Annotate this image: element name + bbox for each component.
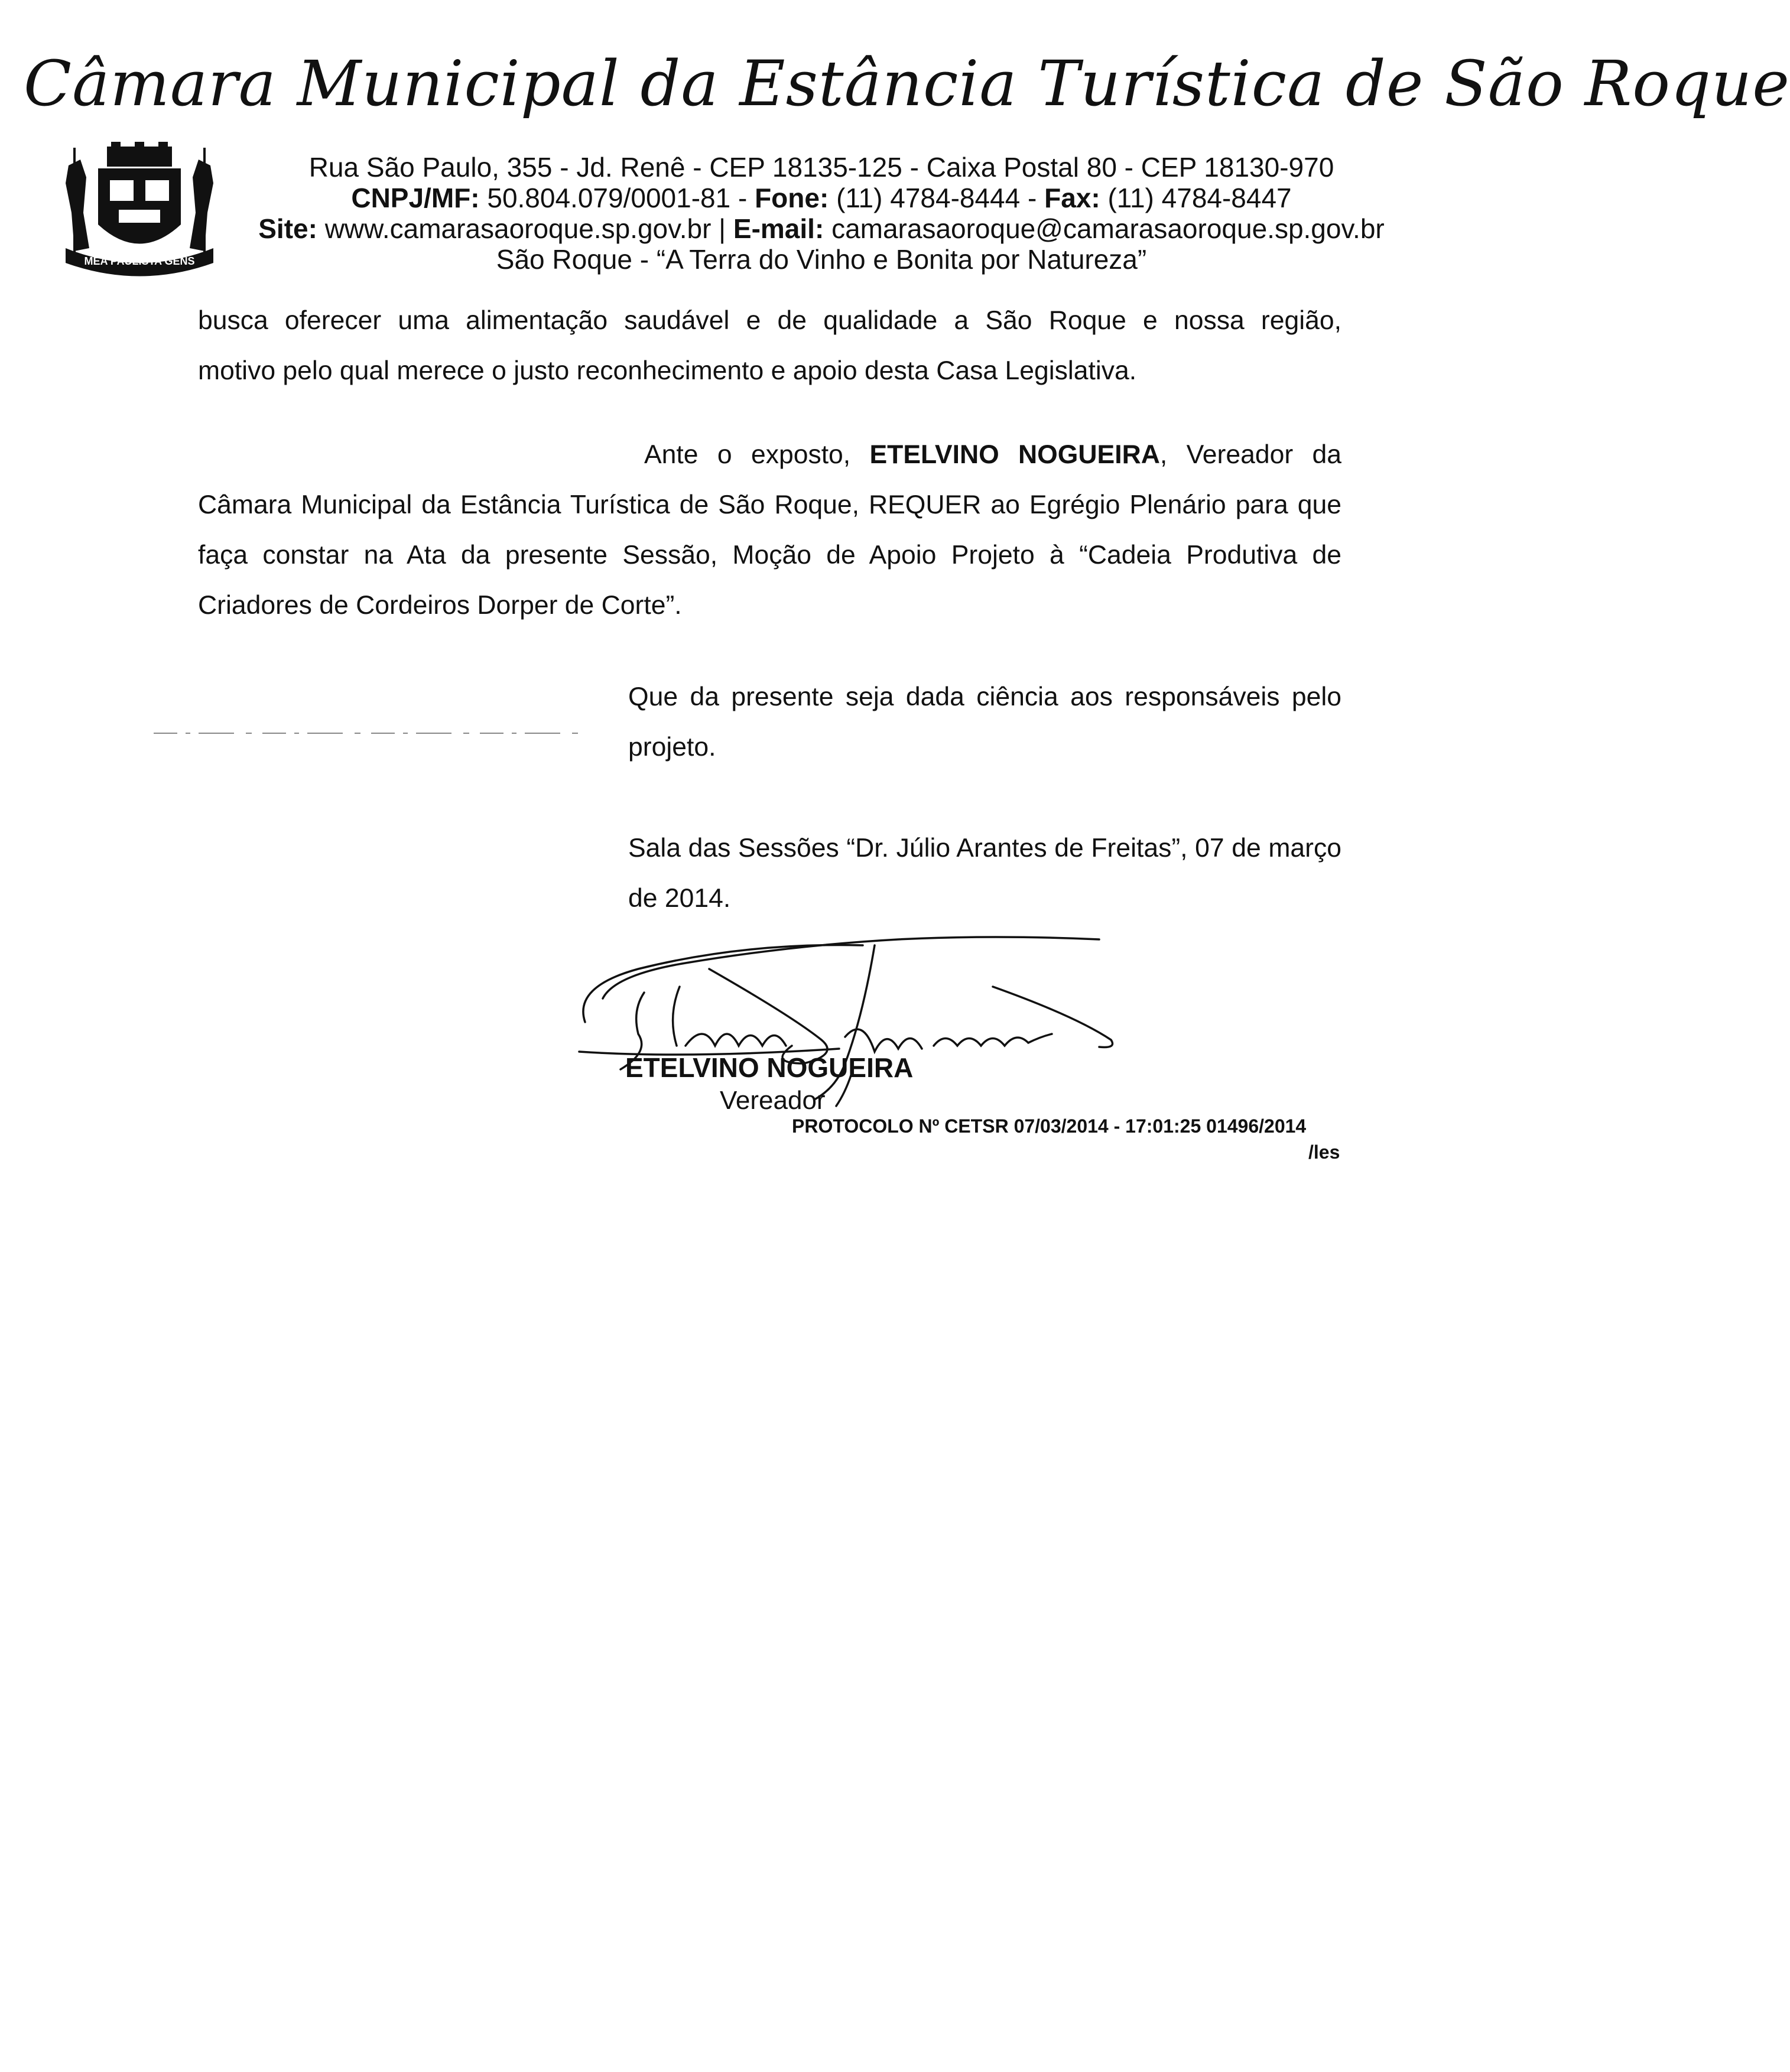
email-label: E-mail:	[733, 213, 824, 244]
contact-line: CNPJ/MF: 50.804.079/0001-81 - Fone: (11) 4784-8444 - Fax: (11) 4784-8447	[351, 183, 1292, 213]
fax-value: (11) 4784-8447	[1107, 183, 1292, 213]
crest-motto: MEA PAULISTA GENS	[84, 255, 195, 267]
paragraph-intro-line-2: motivo pelo qual merece o justo reconhecimento e apoio desta Casa Legislativa.	[198, 356, 1137, 385]
email-link[interactable]: camarasaoroque@camarasaoroque.sp.gov.br	[831, 213, 1385, 244]
web-line: Site: www.camarasaoroque.sp.gov.br | E-mail: camarasaoroque@camarasaoroque.sp.gov.br	[258, 213, 1385, 244]
coat-of-arms-icon	[57, 142, 222, 278]
signer-role: Vereador	[720, 1086, 826, 1115]
site-link[interactable]: www.camarasaoroque.sp.gov.br	[324, 213, 712, 244]
signer-name: ETELVINO NOGUEIRA	[625, 1052, 914, 1083]
typist-initials: /les	[1308, 1141, 1340, 1163]
slogan: São Roque - “A Terra do Vinho e Bonita por Natureza”	[496, 244, 1147, 275]
phone-value: (11) 4784-8444	[836, 183, 1021, 213]
chamber-title: Câmara Municipal da Estância Turística de São Roque	[24, 47, 1790, 120]
address-line: Rua São Paulo, 355 - Jd. Renê - CEP 18135-125 - Caixa Postal 80 - CEP 18130-970	[308, 152, 1334, 183]
cnpj-label: CNPJ/MF:	[351, 183, 480, 213]
paragraph-intro-line-1: busca oferecer uma alimentação saudável e de qualidade a São Roque e nossa região,	[198, 306, 1341, 335]
paragraph-request: Ante o exposto, ETELVINO NOGUEIRA, Vereador da Câmara Municipal da Estância Turística de São Roque, REQUER ao Egrégio Plenário para que faça constar na Ata da presente Sessão, Moção de Apoio Projeto à “Cadeia Produtiva de Criadores de Cordeiros Dorper de Corte”.	[198, 440, 1341, 620]
paragraph-intro	[198, 295, 1341, 396]
handwritten-signature-icon	[567, 898, 1158, 1128]
scan-artifact-line	[154, 731, 579, 735]
phone-label: Fone:	[755, 183, 829, 213]
paragraph-date: Sala das Sessões “Dr. Júlio Arantes de Freitas”, 07 de março de 2014.	[628, 834, 1341, 913]
councillor-name: ETELVINO NOGUEIRA	[869, 440, 1160, 469]
cnpj-value: 50.804.079/0001-81	[487, 183, 731, 213]
site-label: Site:	[258, 213, 317, 244]
paragraph-notice: Que da presente seja dada ciência aos responsáveis pelo projeto.	[628, 682, 1341, 762]
fax-label: Fax:	[1044, 183, 1100, 213]
protocol-stamp: PROTOCOLO Nº CETSR 07/03/2014 - 17:01:25 01496/2014	[792, 1115, 1307, 1137]
